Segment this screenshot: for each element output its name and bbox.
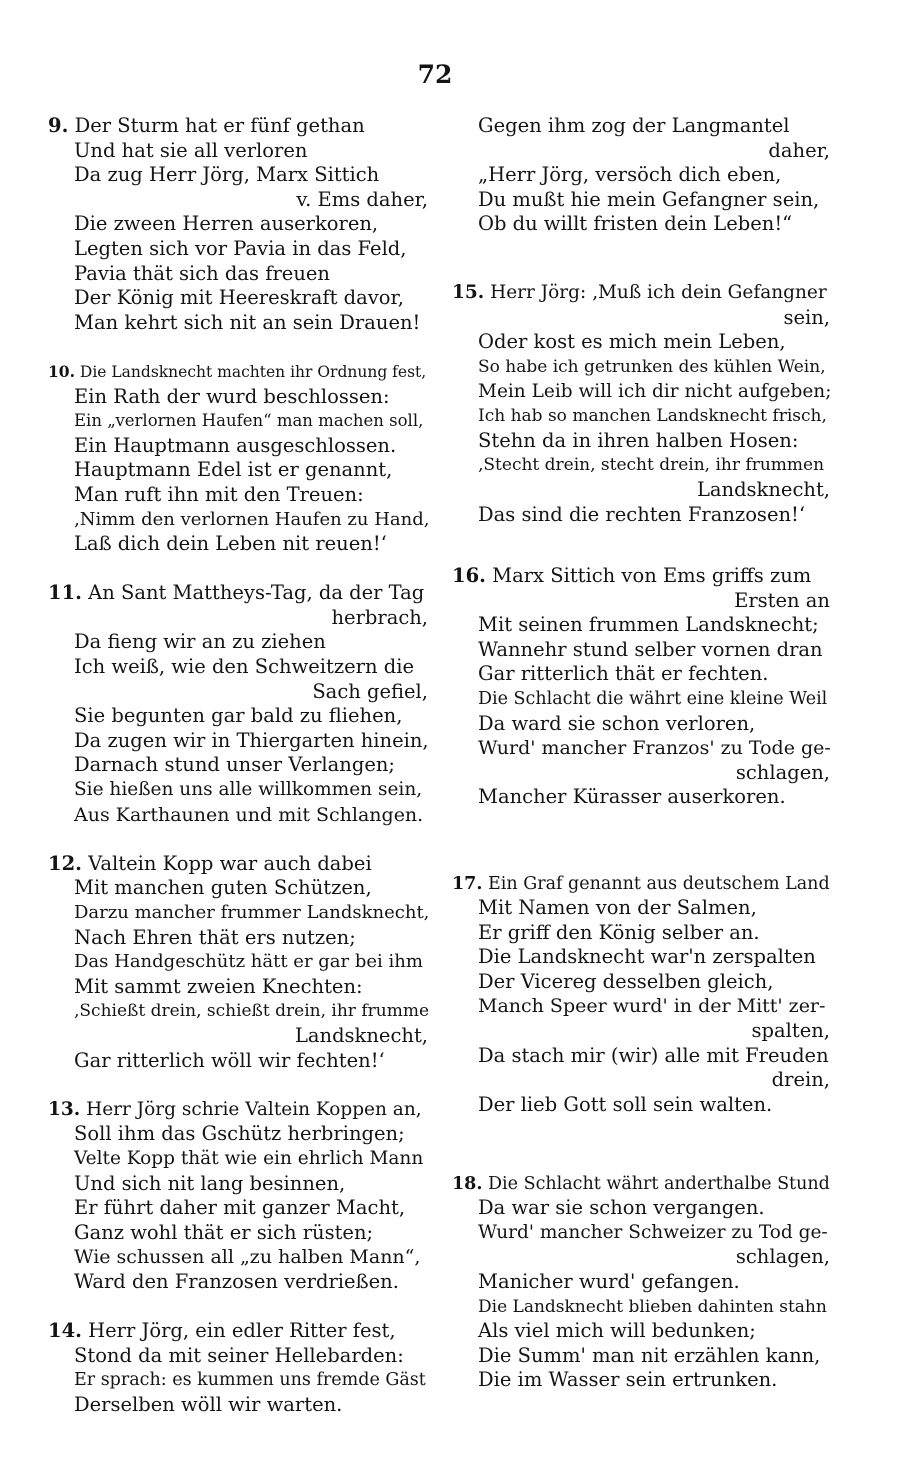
verse-text: Ich weiß, wie den Schweitzern die [74, 655, 415, 679]
verse-line [452, 564, 830, 589]
verse-text: Ganz wohl thät er sich rüsten; [74, 1220, 374, 1244]
verse-text: Ersten an [734, 588, 830, 612]
verse-line [48, 803, 428, 828]
verse-text: Wurd' mancher Schweizer zu Tod ge- [478, 1221, 828, 1243]
verse-line [452, 478, 830, 503]
verse-text: Marx Sittich von Ems griffs zum [492, 564, 812, 588]
verse-line [48, 1344, 428, 1369]
verse-line [48, 1049, 428, 1074]
verse-text: Ward den Franzosen verdrießen. [74, 1269, 399, 1293]
verse-line [452, 380, 830, 405]
verse-text: Gar ritterlich thät er fechten. [478, 662, 769, 686]
verse-line [48, 581, 428, 606]
verse-line [48, 753, 428, 778]
verse-line [48, 114, 428, 139]
verse-line [48, 852, 428, 877]
verse-text: Er führt daher mit ganzer Macht, [74, 1196, 406, 1220]
verse-line [48, 1024, 428, 1049]
verse-line [452, 281, 830, 306]
verse-text: Legten sich vor Pavia in das Feld, [74, 236, 407, 260]
verse-text: ‚Nimm den verlornen Haufen zu Hand, [74, 508, 430, 530]
verse-text: Mancher Kürasser auserkoren. [478, 785, 786, 809]
verse-line [48, 212, 428, 237]
verse-line [48, 360, 428, 385]
verse-text: v. Ems daher, [296, 187, 428, 211]
verse-line [48, 704, 428, 729]
verse-line [452, 872, 830, 897]
verse-text: Sach gefiel, [312, 679, 428, 703]
verse-line [48, 434, 428, 459]
verse-line [48, 876, 428, 901]
verse-line [452, 1245, 830, 1270]
verse-text: schlagen, [735, 1245, 830, 1269]
verse-line [48, 532, 428, 557]
verse-text: Aus Karthaunen und mit Schlangen. [74, 803, 424, 826]
verse-text: Ob du willt fristen dein Leben!“ [478, 212, 793, 236]
verse-text: Nach Ehren thät ers nutzen; [74, 925, 356, 949]
verse-line [48, 237, 428, 262]
verse-text: Darzu mancher frummer Landsknecht, [74, 902, 430, 923]
verse-text: Mein Leib will ich dir nicht aufgeben; [478, 380, 832, 402]
verse-text: Laß dich dein Leben nit reuen!‘ [74, 532, 387, 556]
verse-line [452, 188, 830, 213]
verse-line [452, 114, 830, 139]
verse-text: Da stach mir (wir) alle mit Freuden [478, 1043, 829, 1067]
verse-line [452, 355, 830, 380]
verse-text: Landsknecht, [294, 1023, 428, 1047]
verse-line [48, 508, 428, 533]
verse-line [48, 1393, 428, 1418]
verse-line [452, 1196, 830, 1221]
verse-line [48, 1196, 428, 1221]
verse-text: Der König mit Heereskraft davor, [74, 286, 404, 310]
stanza-number: 15. [452, 282, 485, 304]
verse-text: Die Landsknecht war'n zerspalten [478, 945, 816, 969]
verse-line [452, 994, 830, 1019]
verse-line [452, 687, 830, 712]
verse-text: Gar ritterlich wöll wir fechten!‘ [74, 1048, 385, 1072]
verse-text: Manch Speer wurd' in der Mitt' zer- [478, 995, 826, 1018]
verse-text: Da zug Herr Jörg, Marx Sittich [74, 163, 380, 187]
verse-text: Mit Namen von der Salmen, [478, 896, 757, 920]
verse-text: Er sprach: es kummen uns fremde Gäst [74, 1370, 426, 1391]
verse-text: Da ward sie schon verloren, [478, 711, 756, 735]
verse-line [48, 950, 428, 975]
stanza-number: 18. [452, 1173, 483, 1194]
stanza-number: 11. [48, 581, 82, 605]
verse-line [452, 970, 830, 995]
verse-line [48, 1245, 428, 1270]
verse-text: Er griff den König selber an. [478, 920, 760, 944]
verse-text: Da war sie schon vergangen. [478, 1196, 765, 1220]
verse-text: Hauptmann Edel ist er genannt, [74, 458, 393, 482]
verse-line [48, 630, 428, 655]
verse-line [48, 1221, 428, 1246]
stanza [452, 281, 830, 527]
verse-text: Mit seinen frummen Landsknecht; [478, 613, 819, 637]
verse-text: drein, [771, 1068, 830, 1092]
verse-line [452, 736, 830, 761]
verse-line [452, 761, 830, 786]
verse-text: Ein Rath der wurd beschlossen: [74, 384, 390, 408]
verse-text: Der lieb Gott soll sein walten. [478, 1092, 773, 1116]
verse-text: Und sich nit lang besinnen, [74, 1171, 346, 1195]
verse-line [452, 1068, 830, 1093]
stanza [48, 1319, 428, 1417]
verse-text: Und hat sie all verloren [74, 138, 308, 162]
verse-line [452, 163, 830, 188]
verse-line [452, 212, 830, 237]
verse-line [48, 901, 428, 926]
verse-text: So habe ich getrunken des kühlen Wein, [478, 357, 826, 378]
verse-text: An Sant Mattheys-Tag, da der Tag [88, 581, 425, 605]
verse-text: Die im Wasser sein ertrunken. [478, 1368, 778, 1392]
verse-line [452, 638, 830, 663]
verse-text: ‚Stecht drein, stecht drein, ihr frummen [478, 455, 825, 476]
verse-line [452, 1019, 830, 1044]
page-number: 72 [417, 60, 453, 89]
verse-text: Oder kost es mich mein Leben, [478, 330, 786, 354]
verse-line [452, 589, 830, 614]
verse-line [452, 139, 830, 164]
stanza [452, 114, 830, 237]
verse-line [452, 1368, 830, 1393]
verse-text: Da zugen wir in Thiergarten hinein, [74, 728, 429, 752]
verse-text: ‚Schießt drein, schießt drein, ihr frumme [74, 1001, 429, 1022]
verse-text: Man kehrt sich nit an sein Drauen! [74, 310, 421, 334]
verse-line [48, 1319, 428, 1344]
verse-line [48, 311, 428, 336]
verse-line [452, 613, 830, 638]
verse-line [452, 921, 830, 946]
verse-line [48, 458, 428, 483]
verse-text: Manicher wurd' gefangen. [478, 1269, 740, 1293]
verse-text: Darnach stund unser Verlangen; [74, 753, 395, 777]
verse-text: Sie hießen uns alle willkommen sein, [74, 779, 423, 801]
verse-line [48, 409, 428, 434]
stanza-number: 14. [48, 1319, 82, 1343]
stanza [48, 114, 428, 335]
verse-text: Landsknecht, [696, 477, 830, 501]
stanza [452, 1172, 830, 1393]
verse-text: Der Sturm hat er fünf gethan [74, 114, 365, 137]
verse-text: Ich hab so manchen Landsknecht frisch, [478, 406, 827, 427]
verse-text: Valtein Kopp war auch dabei [88, 851, 372, 875]
verse-text: daher, [768, 138, 830, 162]
verse-text: Die Landsknecht blieben dahinten stahn [478, 1296, 827, 1317]
right-column [452, 114, 830, 1393]
verse-line [452, 503, 830, 528]
verse-text: Ein „verlornen Haufen“ man machen soll, [74, 411, 424, 431]
verse-text: schlagen, [735, 760, 830, 784]
verse-line [452, 945, 830, 970]
stanza [48, 360, 428, 557]
stanza-number: 16. [452, 564, 486, 588]
stanza [48, 852, 428, 1073]
verse-line [452, 1270, 830, 1295]
verse-line [48, 286, 428, 311]
stanza-number: 9. [48, 114, 69, 137]
verse-line [452, 1344, 830, 1369]
verse-line [48, 1122, 428, 1147]
stanza [48, 1098, 428, 1295]
verse-line [452, 1319, 830, 1344]
verse-text: Pavia thät sich das freuen [74, 261, 330, 285]
verse-line [452, 453, 830, 478]
verse-line [48, 729, 428, 754]
verse-text: Mit sammt zweien Knechten: [74, 974, 363, 998]
stanza-number: 13. [48, 1098, 81, 1120]
verse-text: Herr Jörg: ‚Muß ich dein Gefangner [490, 282, 827, 304]
verse-text: Wie schussen all „zu halben Mann“, [74, 1246, 421, 1269]
verse-text: sein, [783, 305, 830, 329]
verse-line [48, 1270, 428, 1295]
stanza-number: 17. [452, 873, 483, 894]
verse-line [452, 404, 830, 429]
verse-text: Stehn da in ihren halben Hosen: [478, 428, 799, 452]
verse-line [452, 785, 830, 810]
verse-line [48, 1368, 428, 1393]
verse-text: Das sind die rechten Franzosen!‘ [478, 502, 806, 526]
verse-line [48, 262, 428, 287]
verse-text: Velte Kopp thät wie ein ehrlich Mann [74, 1147, 424, 1169]
verse-line [48, 1098, 428, 1123]
verse-line [452, 1221, 830, 1246]
verse-text: Ein Graf genannt aus deutschem Land [488, 873, 830, 894]
stanza-number: 10. [48, 361, 75, 381]
verse-text: „Herr Jörg, versöch dich eben, [478, 163, 782, 187]
verse-text: Der Vicereg desselben gleich, [478, 969, 774, 993]
verse-text: Wurd' mancher Franzos' zu Tode ge- [478, 737, 831, 760]
verse-text: Gegen ihm zog der Langmantel [478, 114, 790, 137]
verse-line [48, 385, 428, 410]
verse-text: Man ruft ihn mit den Treuen: [74, 482, 364, 506]
verse-text: Die zween Herren auserkoren, [74, 212, 379, 236]
verse-line [48, 483, 428, 508]
verse-text: Die Summ' man nit erzählen kann, [478, 1343, 821, 1367]
verse-line [452, 896, 830, 921]
verse-text: Die Schlacht die währt eine kleine Weil [478, 689, 828, 710]
verse-line [48, 999, 428, 1024]
verse-line [48, 188, 428, 213]
verse-line [48, 975, 428, 1000]
verse-text: Soll ihm das Gschütz herbringen; [74, 1122, 405, 1146]
verse-text: Wannehr stund selber vornen dran [478, 637, 823, 661]
verse-text: Herr Jörg, ein edler Ritter fest, [88, 1319, 396, 1343]
verse-line [452, 1172, 830, 1197]
verse-text: Ein Hauptmann ausgeschlossen. [74, 433, 397, 457]
verse-line [48, 163, 428, 188]
verse-text: spalten, [751, 1019, 830, 1043]
verse-line [48, 926, 428, 951]
verse-line [452, 712, 830, 737]
verse-text: Stond da mit seiner Hellebarden: [74, 1343, 404, 1367]
verse-line [48, 139, 428, 164]
verse-line [452, 1093, 830, 1118]
stanza [48, 581, 428, 827]
verse-text: Als viel mich will bedunken; [478, 1319, 756, 1343]
verse-text: Die Schlacht währt anderthalbe Stund [488, 1173, 830, 1194]
verse-line [452, 429, 830, 454]
verse-line [48, 1172, 428, 1197]
verse-line [48, 1147, 428, 1172]
verse-line [452, 1295, 830, 1320]
verse-text: Sie begunten gar bald zu fliehen, [74, 704, 403, 728]
verse-text: Herr Jörg schrie Valtein Koppen an, [86, 1098, 422, 1120]
verse-text: Mit manchen guten Schützen, [74, 876, 372, 900]
verse-text: Du mußt hie mein Gefangner sein, [478, 187, 820, 211]
stanza [452, 872, 830, 1118]
stanza [452, 564, 830, 810]
verse-text: Derselben wöll wir warten. [74, 1392, 343, 1416]
verse-text: Da fieng wir an zu ziehen [74, 630, 326, 654]
verse-line [48, 778, 428, 803]
verse-line [452, 306, 830, 331]
verse-line [48, 655, 428, 680]
verse-line [48, 606, 428, 631]
verse-line [452, 662, 830, 687]
verse-line [48, 680, 428, 705]
verse-line [452, 1044, 830, 1069]
verse-text: Die Landsknecht machten ihr Ordnung fest, [79, 362, 427, 381]
stanza-number: 12. [48, 851, 82, 875]
left-column [48, 114, 428, 1417]
verse-text: herbrach, [331, 605, 428, 629]
verse-text: Das Handgeschütz hätt er gar bei ihm [74, 951, 423, 973]
verse-line [452, 330, 830, 355]
